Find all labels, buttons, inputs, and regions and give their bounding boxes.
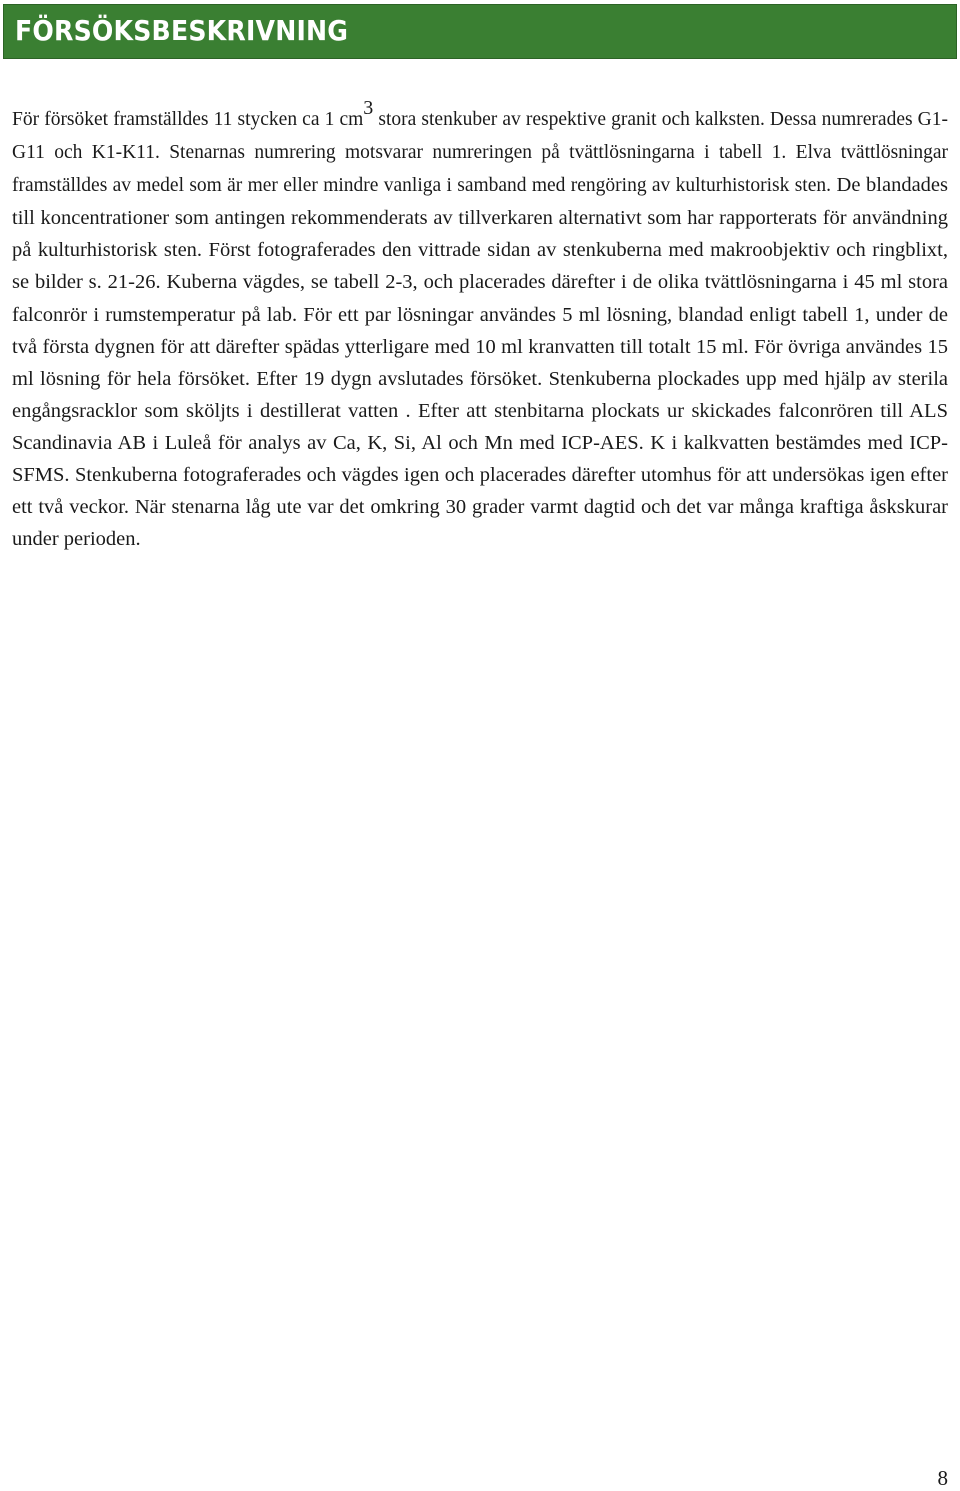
section-header-bar [3,4,957,59]
page-number: 8 [937,1466,948,1490]
body-paragraph [12,97,949,555]
superscript-exponent: 3 [363,97,374,119]
body-text-lead: För försöket framställdes 11 stycken ca 1 cm [12,109,364,130]
body-text-main: De blandades till koncentrationer som antingen rekommenderats av tillverkaren alternativt som har rapporterats för användning på kulturhistorisk sten. Först fotograferades den vittrade sidan av stenkuberna med makroobjektiv och ringblixt, se bilder s. 21-26. Kuberna vägdes, se tabell 2-3, och placerades därefter i de olika tvättlösningarna i 45 ml stora falconrör i rumstemperatur på lab. För ett par lösningar användes 5 ml lösning, blandad enligt tabell 1, under de två första dygnen för att därefter spädas ytterligare med 10 ml kranvatten till totalt 15 ml. För övriga användes 15 ml lösning för hela försöket. Efter 19 dygn avslutades försöket. Stenkuberna plockades upp med hjälp av sterila engångsracklor som sköljts i destillerat vatten . Efter att stenbitarna plockats ur skickades falconrören till ALS Scandinavia AB i Luleå för analys av Ca, K, Si, Al och Mn med ICP-AES. K i kalkvatten bestämdes med ICP-SFMS. Stenkuberna fotograferades och vägdes igen och placerades därefter utomhus för att undersökas igen efter ett två veckor. När stenarna låg ute var det omkring 30 grader varmt dagtid och det var många kraftiga åskskurar under perioden. [12,174,949,551]
body-text-lead-continued: stora stenkuber av respektive granit och kalksten. Dessa numrerades G1-G11 och K1-K11. Stenarnas numrering motsvarar numreringen på tvättlösningarna i tabell 1. Elva tvättlösningar framställdes av medel som är mer eller mindre vanliga i samband med rengöring av kulturhistorisk sten. [12,109,949,197]
section-title: FÖRSÖKSBESKRIVNING [15,14,349,47]
